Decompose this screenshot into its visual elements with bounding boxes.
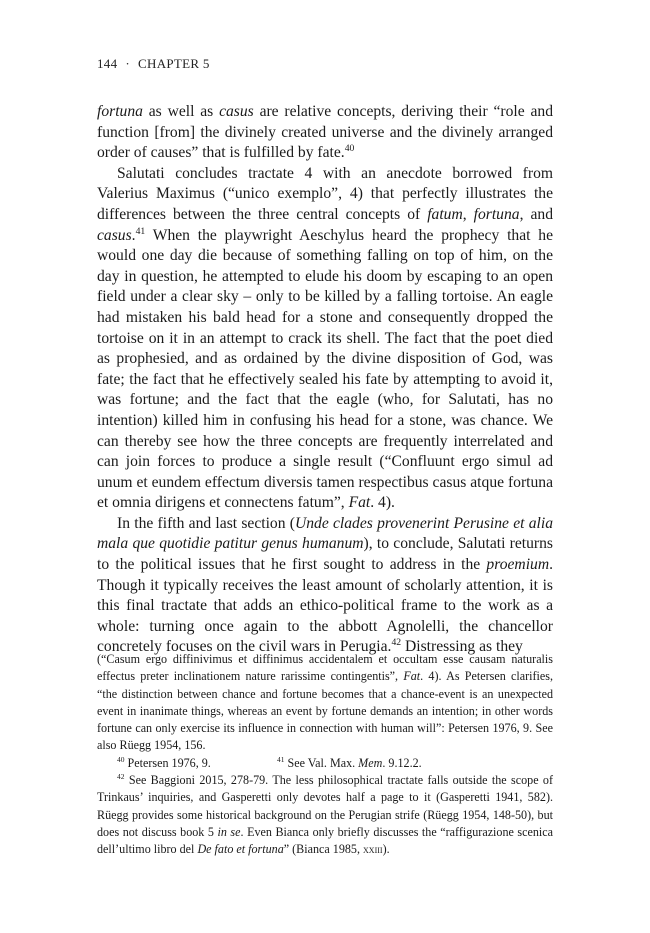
paragraph-2: Salutati concludes tractate 4 with an anecdote borrowed from Valerius Maximus (“unico exemplo”, 4) that perfectly illustrates the differences between the three central concepts of fatum, fortuna, and casus.$^{41}$ When the playwright Aeschylus heard the prophecy that he would one day die because of something falling on top of him, on the day in question, he attempted to elude his doom by escaping to an open field under a clear sky – only to be killed by a falling tortoise. An eagle had mistaken his bald head for a stone and consequently dropped the tortoise on it in an attempt to crack its shell. The fact that the poet died as prophesied, and as ordained by the divine disposition of God, was fate; the fact that he effectively sealed his fate by attempting to avoid it, was fortune; and the fact that the eagle (who, for Salutati, has no intention) killed him in confusing his head for a stone, was chance. We can thereby see how the three concepts are frequently interrelated and can join forces to produce a single result (“Confluunt ergo simul ad unum et eundem effectum diversis tamen respectibus casus atque fortuna et omnia dirigens et connectens fatum”, Fat. 4). bbox=[97, 164, 554, 512]
footnote-ref-42[interactable]: 42 bbox=[391, 637, 402, 649]
page-number: 144 bbox=[97, 56, 118, 71]
footnote-continuation: (“Casum ergo diffinivimus et diffinimus accidentalem et occultam esse causam naturalis effectus preter inclinationem nature rarissime contingentis”, Fat. 4). As Petersen clarifies, “the distinction between chance and fortune becomes that a chance-event is an unexpected event in inanimate things, whereas an event by fortune demands an intention; in other words fortune can only exercise its influence in connection with human will”: Petersen 1976, 9. See also Rüegg 1954, 156. bbox=[97, 652, 553, 753]
footnotes-40-41 bbox=[97, 755, 553, 772]
paragraph-1: fortuna as well as casus are relative concepts, deriving their “role and function [from] the divinely created universe and the divinely arranged order of causes” that is fulfilled by fate.$^{40}$ bbox=[97, 103, 553, 162]
footnote-41: $^{41}$ See Val. Max. Mem. 9.12.2. bbox=[277, 754, 422, 770]
running-head bbox=[97, 56, 553, 72]
body-text bbox=[97, 102, 553, 658]
book-page bbox=[97, 56, 554, 857]
header-separator: · bbox=[125, 56, 131, 71]
footnotes bbox=[97, 651, 553, 859]
chapter-label: CHAPTER 5 bbox=[138, 56, 210, 71]
footnote-40: $^{40}$ Petersen 1976, 9. bbox=[117, 754, 211, 770]
paragraph-3: In the fifth and last section (Unde clades provenerint Perusine et alia mala que quotidie patitur genus humanum), to conclude, Salutati returns to the political issues that he first sought to address in the proemium. Though it typically receives the least amount of scholarly attention, it is this final tractate that adds an ethico-political frame to the work as a whole: turning once again to the abbott Agnolelli, the chancellor concretely focuses on the civil wars in Perugia.$^{42}$ Distressing as they bbox=[97, 514, 553, 656]
footnote-42: $^{42}$ See Baggioni 2015, 278-79. The less philosophical tractate falls outside the scope of Trinkaus’ inquiries, and Gasperetti only devotes half a page to it (Gasperetti 1941, 582). Rüegg provides some historical background on the Perugian strife (Rüegg 1954, 148-50), but does not discuss book 5 in se. Even Bianca only briefly discusses the “raffigurazione scenica dell’ultimo libro del De fato et fortuna” (Bianca 1985, xxiii). bbox=[97, 772, 553, 857]
footnote-ref-41[interactable]: 41 bbox=[135, 225, 146, 237]
footnote-ref-40[interactable]: 40 bbox=[344, 143, 355, 154]
